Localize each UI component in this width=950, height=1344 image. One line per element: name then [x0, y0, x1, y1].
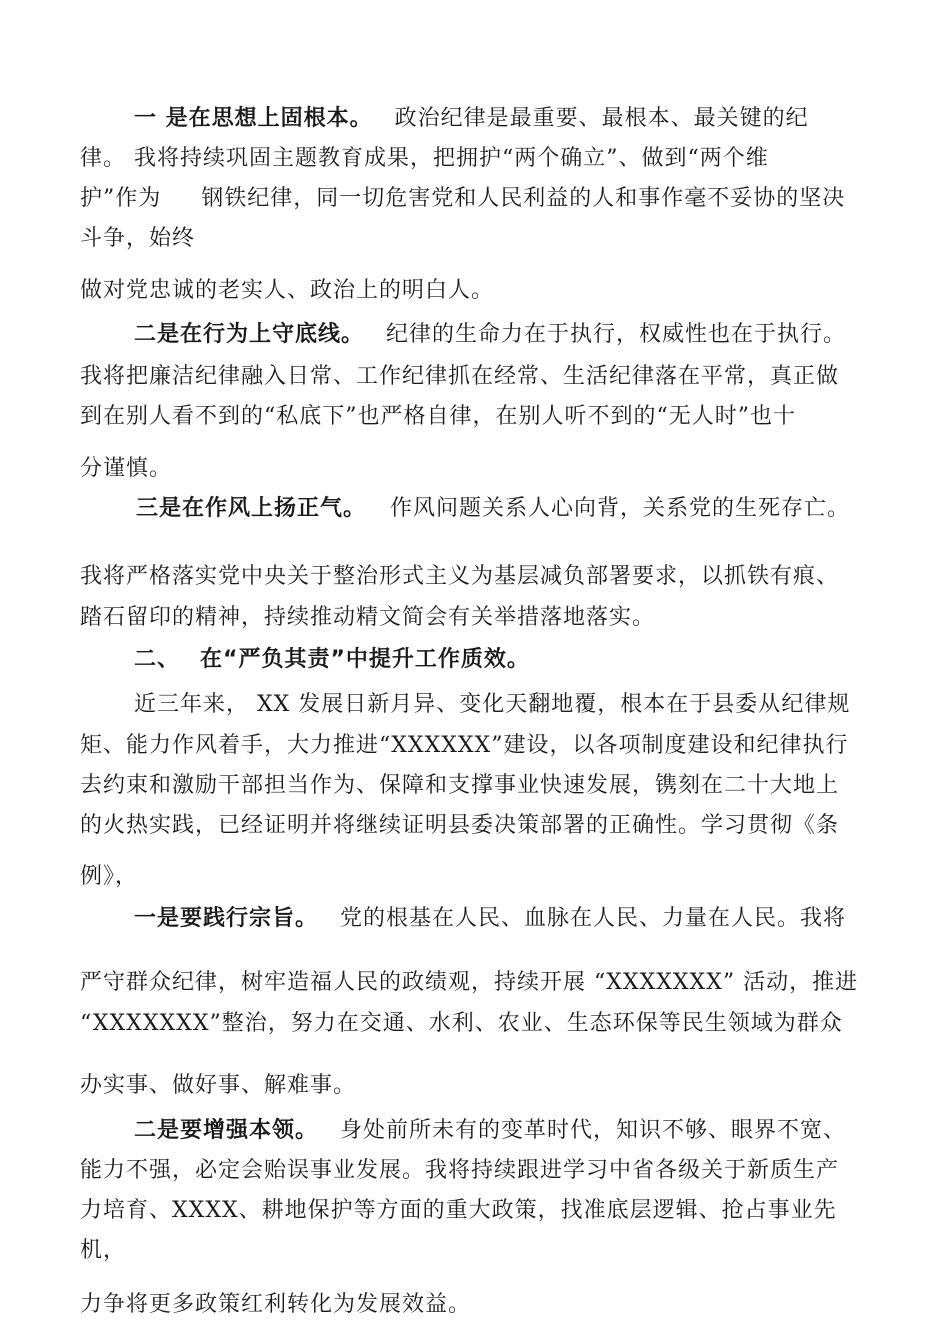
paragraph-2-line-1: 二是在行为上守底线。 纪律的生命力在于执行，权威性也在于执行。: [134, 322, 847, 347]
paragraph-4-line-5: 例》，: [80, 864, 139, 889]
paragraph-6-line-2: 能力不强，必定会贻误事业发展。我将持续跟进学习中省各级关于新质生产: [80, 1158, 840, 1183]
paragraph-1-lead: 一 是在思想上固根本。: [134, 106, 373, 131]
paragraph-1-line-5: 做对党忠诚的老实人、政治上的明白人。: [80, 278, 495, 303]
paragraph-2-lead: 二是在行为上守底线。: [134, 322, 365, 347]
paragraph-3-line-2: 我将严格落实党中央关于整治形式主义为基层减负部署要求，以抓铁有痕、: [80, 564, 840, 589]
paragraph-3-line-1: 三是在作风上扬正气。 作风问题关系人心向背，关系党的生死存亡。: [136, 496, 851, 521]
paragraph-2-line-3: 到在别人看不到的“私底下”也严格自律，在别人听不到的“无人时”也十: [80, 404, 796, 429]
paragraph-6-lead: 二是要增强本领。: [134, 1118, 319, 1143]
section-2-number: 二、: [134, 647, 181, 672]
paragraph-1-line-4: 斗争，始终: [80, 226, 196, 251]
paragraph-6-line-4: 机，: [80, 1238, 127, 1263]
section-2-title: 在“严负其责”中提升工作质效。: [200, 647, 530, 672]
paragraph-2-line-2: 我将把廉洁纪律融入日常、工作纪律抓在经常、生活纪律落在平常，真正做: [80, 364, 840, 389]
paragraph-4-line-3: 去约束和激励干部担当作为、保障和支撑事业快速发展，镌刻在二十大地上: [80, 773, 840, 798]
paragraph-3-lead: 三是在作风上扬正气。: [136, 496, 367, 521]
paragraph-5-line-1: 一是要践行宗旨。 党的根基在人民、血脉在人民、力量在人民。我将: [134, 906, 847, 931]
paragraph-6-line-5: 力争将更多政策红利转化为发展效益。: [80, 1292, 472, 1317]
paragraph-4-line-1: 近三年来， XX 发展日新月异、变化天翻地覆，根本在于县委从纪律规: [134, 692, 851, 717]
paragraph-4-line-4: 的火热实践，已经证明并将继续证明县委决策部署的正确性。学习贯彻《条: [80, 813, 840, 838]
paragraph-3-line-3: 踏石留印的精神，持续推动精文简会有关举措落地落实。: [80, 605, 656, 630]
paragraph-1-line-2: 律。 我将持续巩固主题教育成果，把拥护“两个确立”、做到“两个维: [80, 146, 769, 171]
paragraph-6-line-1: 二是要增强本领。 身处前所未有的变革时代，知识不够、眼界不宽、: [134, 1118, 847, 1143]
paragraph-5-line-3: “XXXXXXX”整治，努力在交通、水利、农业、生态环保等民生领域为群众: [80, 1011, 843, 1036]
section-2-heading: [134, 645, 530, 675]
paragraph-5-line-2: 严守群众纪律，树牢造福人民的政绩观，持续开展 “XXXXXXX” 活动，推进: [80, 970, 859, 995]
paragraph-6-line-3: 力培育、XXXX、耕地保护等方面的重大政策，找准底层逻辑、抢占事业先: [80, 1198, 837, 1223]
paragraph-1-line-3: 护”作为 钢铁纪律，同一切危害党和人民利益的人和事作毫不妥协的坚决: [80, 186, 846, 211]
paragraph-4-line-2: 矩、能力作风着手，大力推进“XXXXXX”建设，以各项制度建设和纪律执行: [80, 733, 849, 758]
paragraph-2-line-4: 分谨慎。: [80, 456, 173, 481]
paragraph-5-lead: 一是要践行宗旨。: [134, 906, 319, 931]
paragraph-1-line-1: 一 是在思想上固根本。 政治纪律是最重要、最根本、最关键的纪: [134, 106, 809, 131]
paragraph-5-line-4: 办实事、做好事、解难事。: [80, 1073, 357, 1098]
